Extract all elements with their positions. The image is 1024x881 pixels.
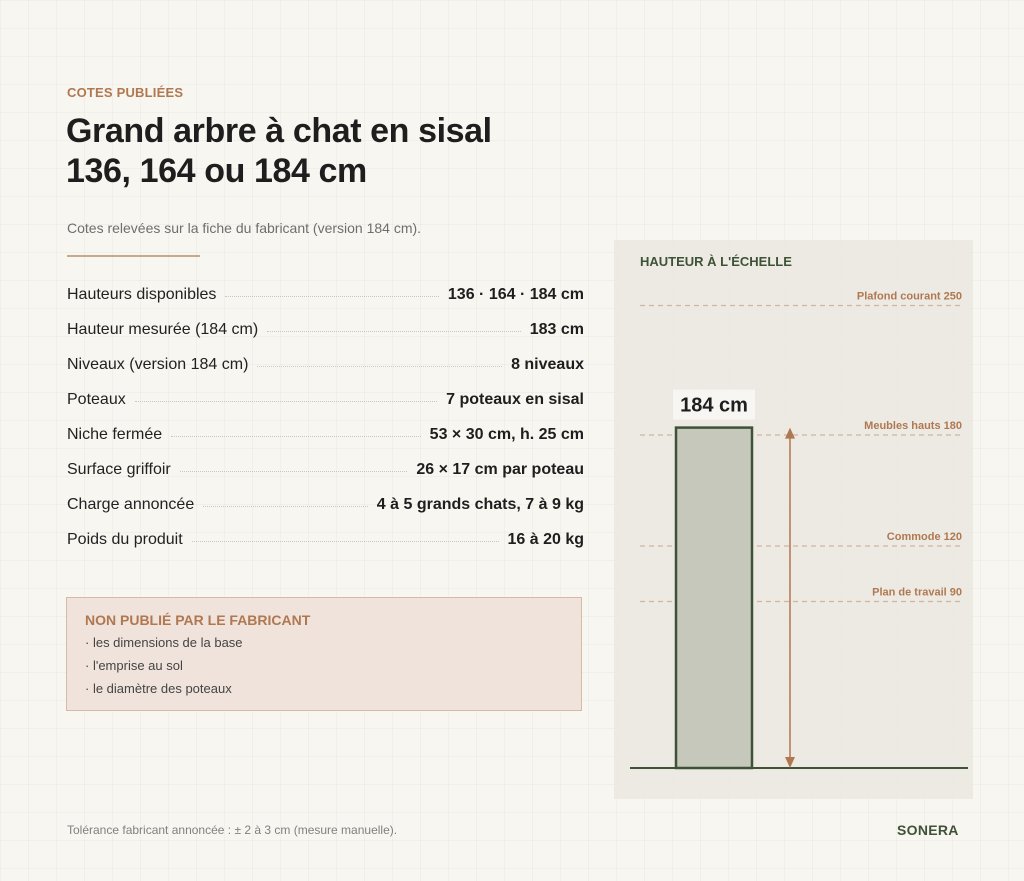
dotted-leader bbox=[171, 436, 421, 437]
arrow-down-icon bbox=[785, 757, 795, 768]
title-line-2: 136, 164 ou 184 cm bbox=[66, 152, 367, 190]
dotted-leader bbox=[180, 471, 408, 472]
height-scale-diagram bbox=[614, 240, 973, 799]
spec-row bbox=[67, 487, 584, 522]
spec-label: Hauteur mesurée (184 cm) bbox=[67, 320, 259, 338]
spec-value: 16 à 20 kg bbox=[507, 530, 584, 548]
spec-row bbox=[67, 417, 584, 452]
spec-value: 4 à 5 grands chats, 7 à 9 kg bbox=[376, 495, 584, 513]
page-title bbox=[66, 111, 492, 191]
not-published-box bbox=[66, 597, 582, 711]
spec-list bbox=[67, 277, 584, 557]
spec-value: 53 × 30 cm, h. 25 cm bbox=[429, 425, 584, 443]
dotted-leader bbox=[257, 366, 502, 367]
spec-value: 136 · 164 · 184 cm bbox=[447, 285, 584, 303]
height-scale-panel bbox=[614, 240, 973, 799]
reference-label: Commode 120 bbox=[886, 531, 962, 543]
spec-row bbox=[67, 382, 584, 417]
spec-row bbox=[67, 452, 584, 487]
reference-label: Meubles hauts 180 bbox=[864, 420, 962, 432]
not-published-title: NON PUBLIÉ PAR LE FABRICANT bbox=[85, 612, 311, 628]
scale-panel-title: HAUTEUR À L'ÉCHELLE bbox=[640, 254, 792, 269]
spec-label: Niche fermée bbox=[67, 425, 163, 443]
arrow-up-icon bbox=[785, 428, 795, 439]
subtitle: Cotes relevées sur la fiche du fabricant (version 184 cm). bbox=[67, 220, 422, 236]
list-item: · le diamètre des poteaux bbox=[85, 681, 243, 704]
spec-value: 183 cm bbox=[529, 320, 584, 338]
spec-label: Surface griffoir bbox=[67, 460, 171, 478]
not-published-list bbox=[85, 635, 243, 704]
tolerance-note: Tolérance fabricant annoncée : ± 2 à 3 cm (mesure manuelle). bbox=[67, 823, 398, 837]
spec-row bbox=[67, 347, 584, 382]
eyebrow-label: COTES PUBLIÉES bbox=[67, 85, 184, 100]
reference-label: Plafond courant 250 bbox=[856, 290, 962, 303]
dotted-leader bbox=[267, 331, 521, 332]
list-item: · les dimensions de la base bbox=[85, 635, 243, 658]
spec-value: 26 × 17 cm par poteau bbox=[416, 460, 584, 478]
title-line-1: Grand arbre à chat en sisal bbox=[66, 112, 492, 150]
bar-height-label: 184 cm bbox=[680, 394, 748, 417]
dotted-leader bbox=[225, 296, 438, 297]
spec-label: Hauteurs disponibles bbox=[67, 285, 217, 303]
spec-row bbox=[67, 312, 584, 347]
spec-row bbox=[67, 277, 584, 312]
list-item: · l'emprise au sol bbox=[85, 658, 243, 681]
spec-value: 7 poteaux en sisal bbox=[446, 390, 584, 408]
reference-label: Plan de travail 90 bbox=[872, 586, 962, 599]
spec-label: Poteaux bbox=[67, 390, 126, 408]
dotted-leader bbox=[203, 506, 368, 507]
dotted-leader bbox=[192, 541, 499, 542]
spec-row bbox=[67, 522, 584, 557]
spec-label: Charge annoncée bbox=[67, 495, 195, 513]
height-bar bbox=[676, 428, 752, 768]
accent-divider bbox=[67, 255, 200, 257]
spec-label: Poids du produit bbox=[67, 530, 183, 548]
dotted-leader bbox=[135, 401, 437, 402]
spec-value: 8 niveaux bbox=[511, 355, 584, 373]
brand-logo: SONERA bbox=[897, 822, 959, 838]
spec-label: Niveaux (version 184 cm) bbox=[67, 355, 249, 373]
